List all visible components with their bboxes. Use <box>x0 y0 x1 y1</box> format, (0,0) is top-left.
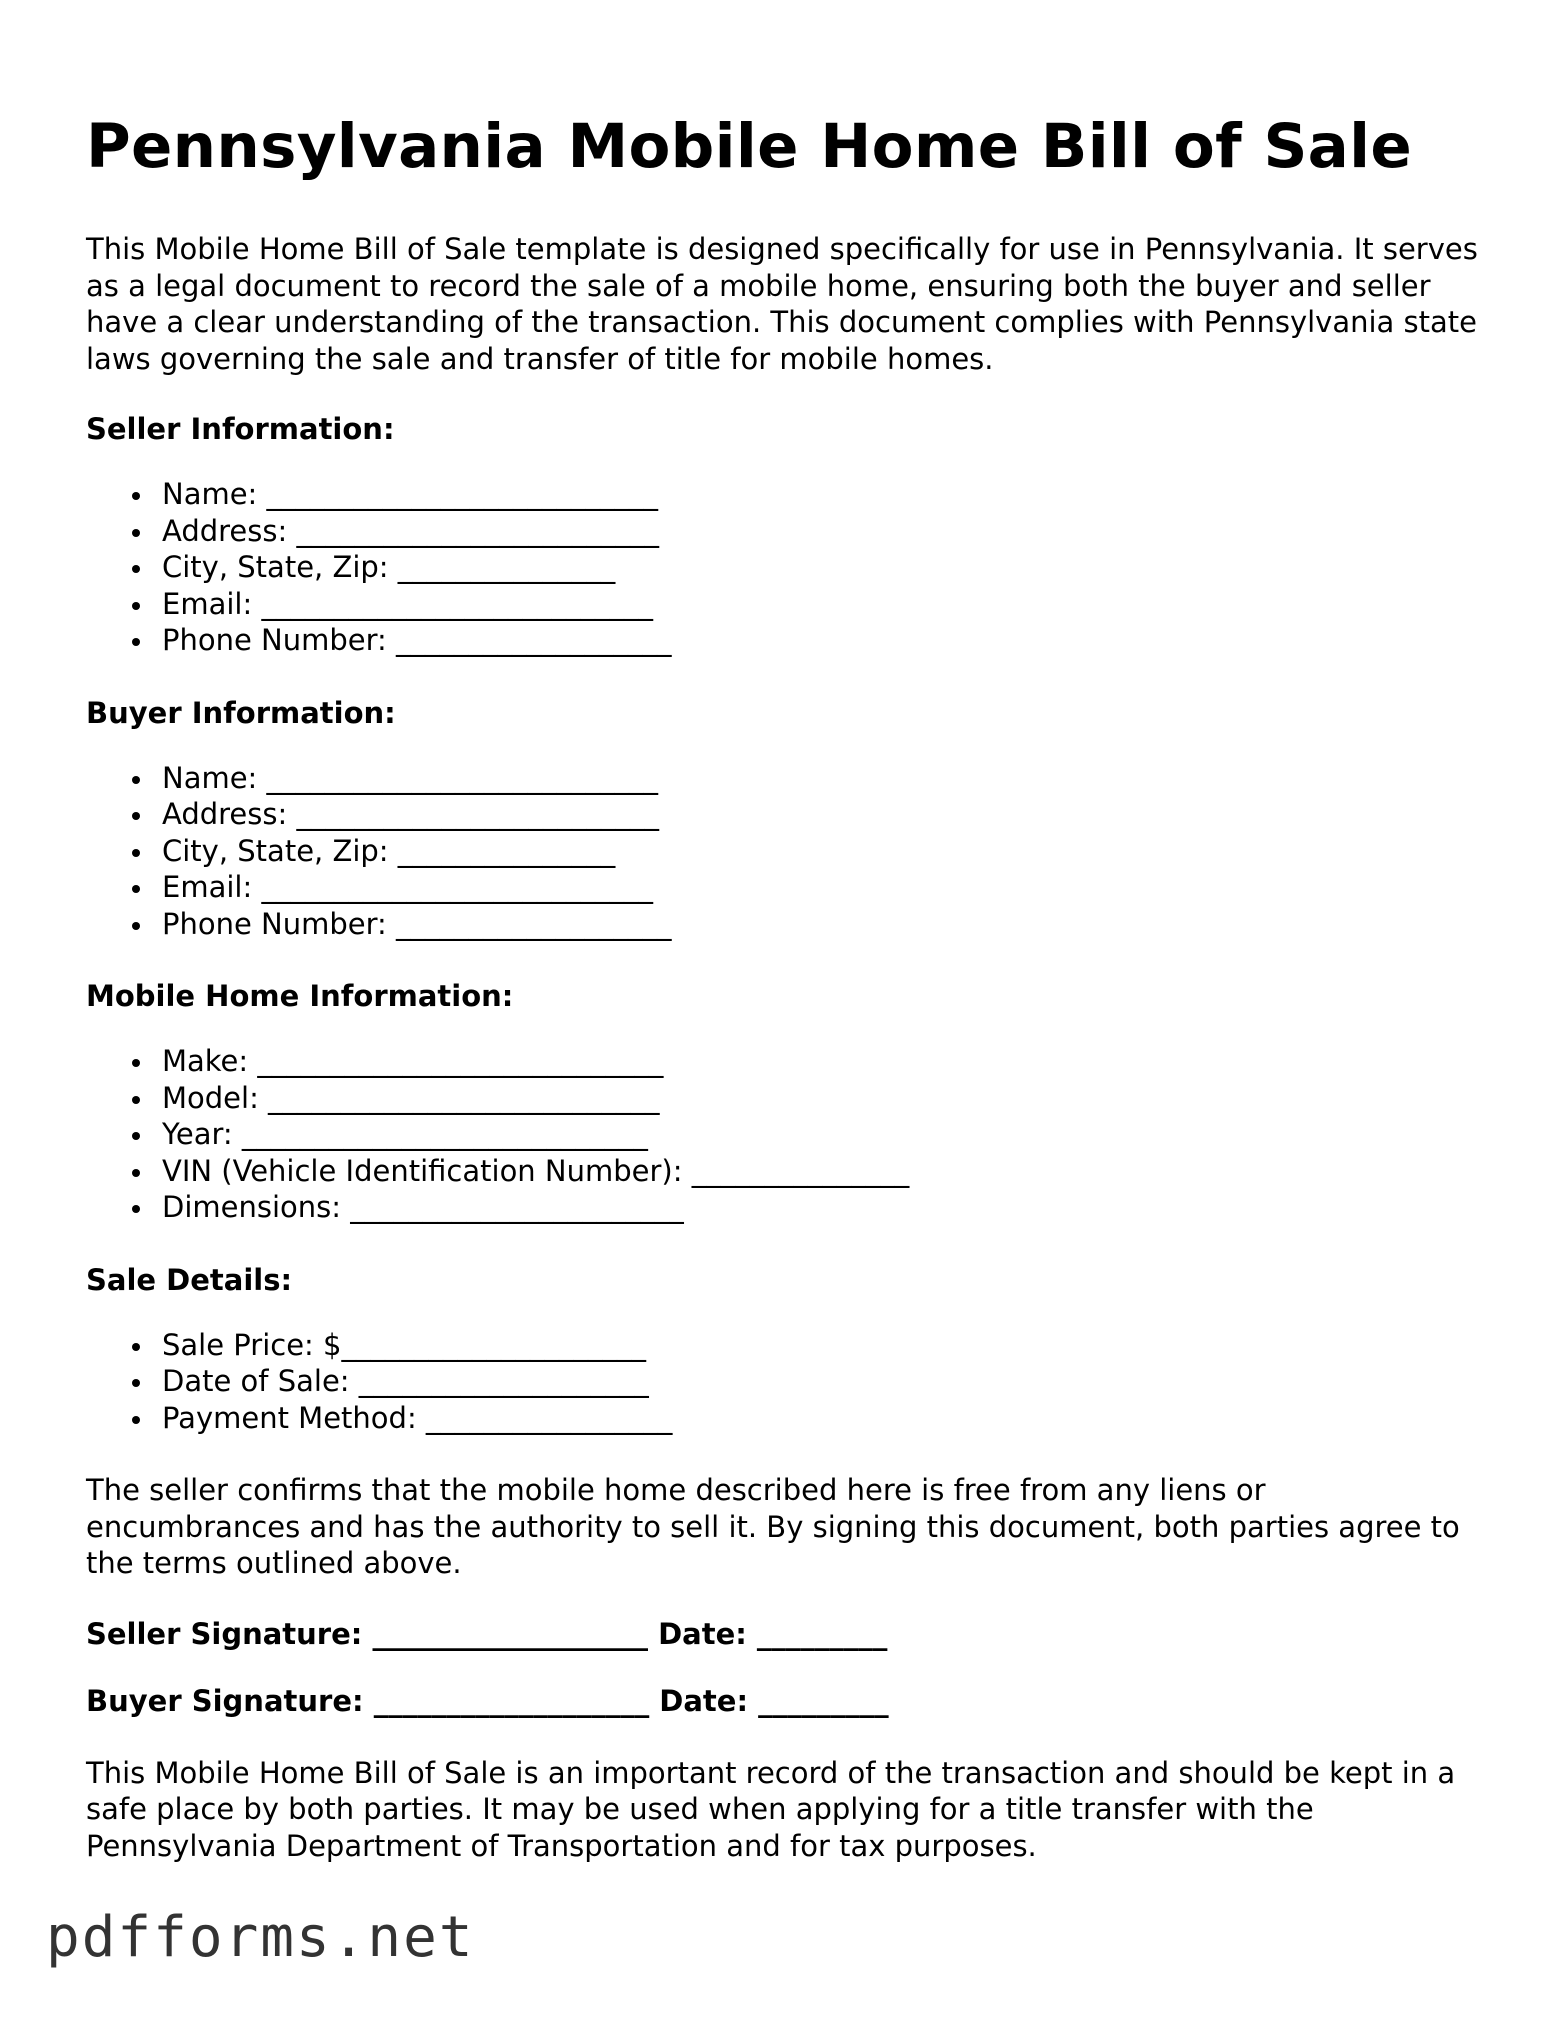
seller-address-field: Address: _________________________ <box>162 513 1486 550</box>
buyer-address-field: Address: _________________________ <box>162 796 1486 833</box>
pdfforms-watermark: pdfforms.net <box>46 1905 475 1970</box>
make-field: Make: ____________________________ <box>162 1043 1486 1080</box>
buyer-signature-line: Buyer Signature: ___________________ Date: _________ <box>86 1683 889 1718</box>
buyer-city-state-zip-field: City, State, Zip: _______________ <box>162 833 1486 870</box>
intro-paragraph: This Mobile Home Bill of Sale template is designed specifically for use in Pennsylvania. It serves as a legal document to record the sale of a mobile home, ensuring both the buyer and seller have a clear understanding of the transaction. This document complies with Pennsylvania state laws governing the sale and transfer of title for mobile homes. <box>86 232 1478 376</box>
sale-details-heading: Sale Details: <box>86 1262 293 1297</box>
closing-paragraph: This Mobile Home Bill of Sale is an important record of the transaction and should be kept in a safe place by both parties. It may be used when applying for a title transfer with the Pennsylvania Department of Transportation and for tax purposes. <box>86 1755 1456 1863</box>
buyer-phone-field: Phone Number: ___________________ <box>162 906 1486 943</box>
model-field: Model: ___________________________ <box>162 1080 1486 1117</box>
document-title: Pennsylvania Mobile Home Bill of Sale <box>86 111 1413 182</box>
mobile-home-fields-list <box>86 1043 1486 1226</box>
payment-method-field: Payment Method: _________________ <box>162 1400 1486 1437</box>
buyer-name-field: Name: ___________________________ <box>162 760 1486 797</box>
year-field: Year: ____________________________ <box>162 1116 1486 1153</box>
buyer-fields-list <box>86 760 1486 943</box>
buyer-email-field: Email: ___________________________ <box>162 869 1486 906</box>
buyer-heading: Buyer Information: <box>86 695 396 730</box>
mobile-home-heading: Mobile Home Information: <box>86 979 514 1013</box>
confirmation-paragraph: The seller confirms that the mobile home described here is free from any liens or encumbrances and has the authority to sell it. By signing this document, both parties agree to the terms outlined above. <box>86 1473 1460 1580</box>
seller-city-state-zip-field: City, State, Zip: _______________ <box>162 549 1486 586</box>
seller-email-field: Email: ___________________________ <box>162 586 1486 623</box>
sale-price-field: Sale Price: $_____________________ <box>162 1327 1486 1364</box>
seller-phone-field: Phone Number: ___________________ <box>162 622 1486 659</box>
date-of-sale-field: Date of Sale: ____________________ <box>162 1363 1486 1400</box>
document-page <box>86 106 1486 1898</box>
seller-name-field: Name: ___________________________ <box>162 476 1486 513</box>
seller-signature-line: Seller Signature: ___________________ Date: _________ <box>86 1616 888 1651</box>
seller-heading: Seller Information: <box>86 412 395 446</box>
seller-fields-list <box>86 476 1486 659</box>
vin-field: VIN (Vehicle Identification Number): _______________ <box>162 1153 1486 1190</box>
dimensions-field: Dimensions: _______________________ <box>162 1189 1486 1226</box>
sale-details-list <box>86 1327 1486 1437</box>
